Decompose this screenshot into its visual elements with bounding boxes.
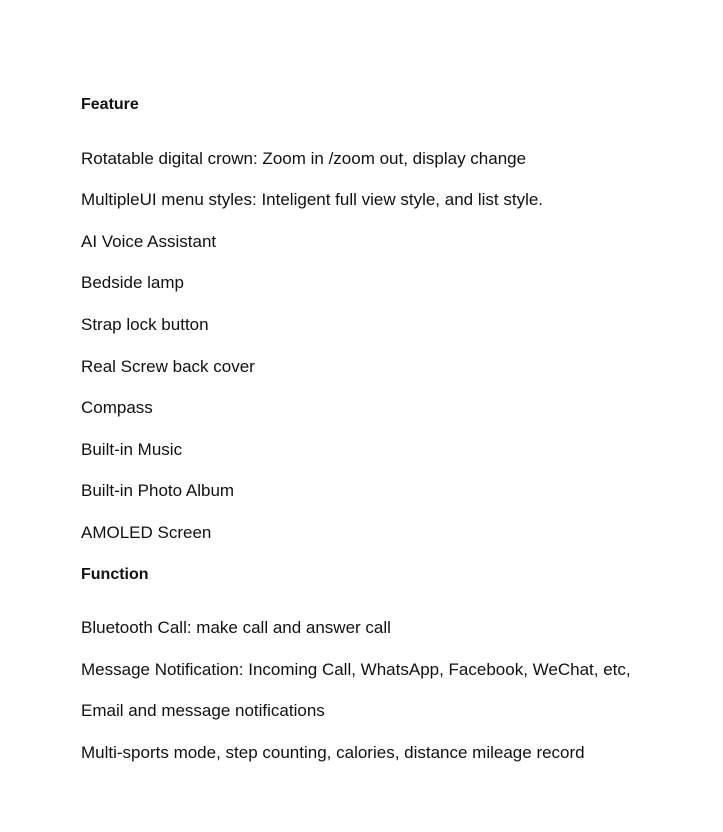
function-item: Message Notification: Incoming Call, WhatsApp, Facebook, WeChat, etc,: [81, 660, 631, 679]
feature-item: Real Screw back cover: [81, 357, 255, 376]
feature-item: AMOLED Screen: [81, 523, 212, 542]
feature-item: Compass: [81, 398, 153, 417]
feature-item: Strap lock button: [81, 315, 209, 334]
feature-heading: Feature: [81, 96, 139, 113]
feature-item: Built-in Photo Album: [81, 481, 235, 500]
feature-item: Bedside lamp: [81, 273, 185, 292]
feature-item: AI Voice Assistant: [81, 232, 217, 251]
feature-item: Built-in Music: [81, 440, 183, 459]
function-item: Email and message notifications: [81, 701, 325, 720]
function-item: Bluetooth Call: make call and answer call: [81, 618, 391, 637]
feature-item: Rotatable digital crown: Zoom in /zoom out, display change: [81, 149, 527, 168]
feature-item: MultipleUI menu styles: Inteligent full view style, and list style.: [81, 190, 544, 209]
function-heading: Function: [81, 566, 149, 583]
function-item: Multi-sports mode, step counting, calories, distance mileage record: [81, 743, 585, 762]
